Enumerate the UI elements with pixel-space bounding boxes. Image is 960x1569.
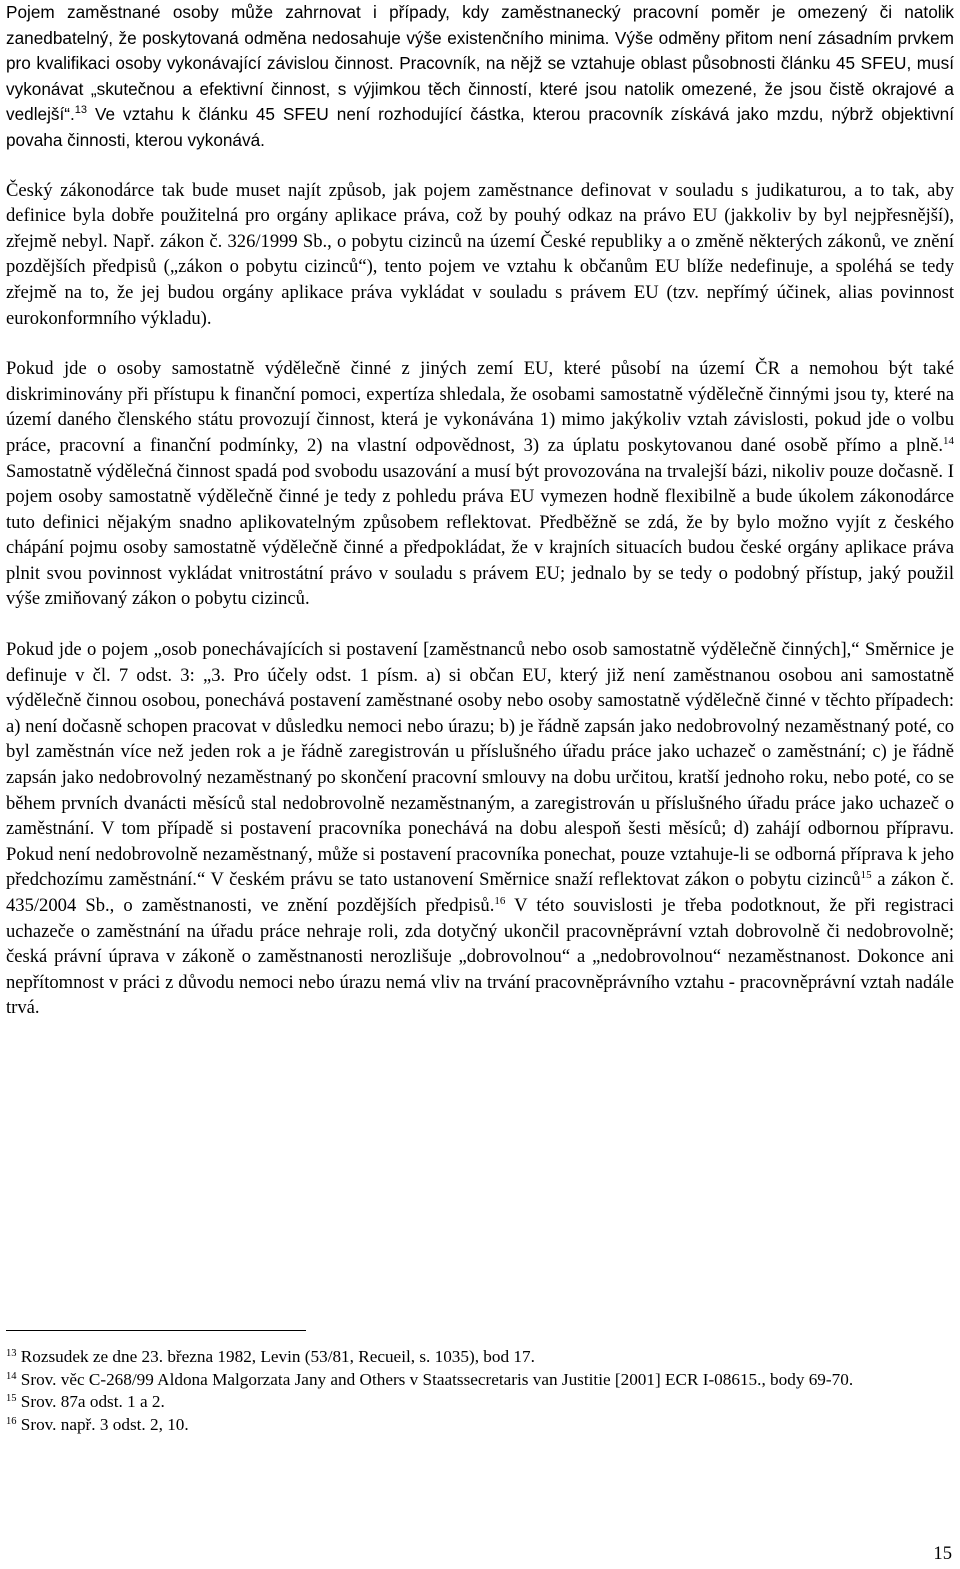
footnote-number: 13	[6, 1348, 17, 1359]
footnote-13	[6, 1346, 954, 1369]
footnote-number: 15	[6, 1393, 17, 1404]
paragraph-4-text-b: a zákon č. 435/2004 Sb., o zaměstnanosti, ve znění pozdějších předpisů.	[6, 869, 955, 916]
footnote-15	[6, 1391, 954, 1414]
footnote-ref-15[interactable]: 15	[860, 869, 872, 882]
document-body	[6, 0, 954, 1021]
footnote-text: Rozsudek ze dne 23. března 1982, Levin (53/81, Recueil, s. 1035), bod 17.	[20, 1347, 535, 1366]
footnote-text: Srov. věc C-268/99 Aldona Malgorzata Jany and Others v Staatssecretaris van Justitie [2001] ECR I-08615., body 69-70.	[20, 1369, 854, 1389]
paragraph-4	[6, 637, 954, 1021]
paragraph-4-text-a: Pokud jde o pojem „osob ponechávajících si postavení [zaměstnanců nebo osob samostatně výdělečně činných],“ Směrnice je definuje v čl. 7 odst. 3: „3. Pro účely odst. 1 písm. a) si občan EU, který již není zaměstnanou osobou ani samostatně výdělečně činnou osobou, ponechává postavení zaměstnané osoby nebo osoby samostatně výdělečně činné v těchto případech: a) není dočasně schopen pracovat v důsledku nemoci nebo úrazu; b) je řádně zapsán jako nedobrovolný nezaměstnaný poté, co byl zaměstnán více než jeden rok a je řádně zaregistrován u příslušného úřadu práce jako uchazeč o zaměstnání; c) je řádně zapsán jako nedobrovolný nezaměstnaný po skončení pracovní smlouvy na dobu určitou, kratší jednoho roku, nebo poté, co se během prvních dvanácti měsíců stal nedobrovolně nezaměstnaným, a zaregistrován u příslušného úřadu práce jako uchazeč o zaměstnání. V tom případě si postavení pracovníka ponechává na dobu alespoň šesti měsíců; d) zahájí odbornou přípravu. Pokud není nedobrovolně nezaměstnaný, může si postavení pracovníka ponechat, pouze vztahuje-li se odborná příprava k jeho předchozímu zaměstnání.“ V českém právu se tato ustanovení Směrnice snaží reflektovat zákon o pobytu cizinců	[6, 639, 954, 891]
paragraph-1	[6, 0, 954, 154]
paragraph-4-text-c: V této souvislosti je třeba podotknout, že při registraci uchazeče o zaměstnání na úřadu práce nehraje roli, zda dotyčný ukončil pracovněprávní vztah dobrovolně či nedobrovolně; česká právní úprava v zákoně o zaměstnanosti nerozlišuje „dobrovolnou“ a „nedobrovolnou“ nezaměstnanost. Dokonce ani nepřítomnost v práci z důvodu nemoci nebo úrazu nemá vliv na trvání pracovněprávního vztahu - pracovněprávní vztah nadále trvá.	[6, 895, 954, 1019]
footnote-14	[6, 1369, 954, 1392]
paragraph-1-text-a: Pojem zaměstnané osoby může zahrnovat i případy, kdy zaměstnanecký pracovní poměr je omezený či natolik zanedbatelný, že poskytovaná odměna nedosahuje výše existenčního minima. Výše odměny přitom není zásadním prvkem pro kvalifikaci osoby vykonávající závislou činnost. Pracovník, na nějž se vztahuje oblast působnosti článku 45 SFEU, musí vykonávat „skutečnou a efektivní činnost, s výjimkou těch činností, které jsou natolik omezené, že jsou čistě okrajové a vedlejší“.	[6, 2, 954, 125]
paragraph-2	[6, 178, 954, 332]
paragraph-1-text-b: Ve vztahu k článku 45 SFEU není rozhodující částka, kterou pracovník získává jako mzdu, nýbrž objektivní povaha činnosti, kterou vykonává.	[6, 104, 954, 150]
paragraph-3-text-b: Samostatně výdělečná činnost spadá pod svobodu usazování a musí být provozována na trvalejší bázi, nikoliv pouze dočasně. I pojem osoby samostatně výdělečně činné je tedy z pohledu práva EU vymezen hodně flexibilně a bude úkolem zákonodárce tuto definici nějakým snadno aplikovatelným způsobem reflektovat. Předběžně se zdá, že by bylo možno vyjít z českého chápání pojmu osoby samostatně výdělečně činné a předpokládat, že v krajních situacích budou české orgány aplikace práva plnit svou povinnost vykládat vnitrostátní právo v souladu s právem EU; jednalo by se tedy o podobný přístup, jaký použil výše zmiňovaný zákon o pobytu cizinců.	[6, 460, 954, 610]
footnote-ref-16[interactable]: 16	[494, 895, 506, 907]
footnote-number: 14	[6, 1370, 17, 1382]
footnote-number: 16	[6, 1415, 17, 1427]
footnote-separator	[6, 1330, 306, 1331]
paragraph-3-text-a: Pokud jde o osoby samostatně výdělečně činné z jiných zemí EU, které působí na území ČR a nemohou být také diskriminovány při přístupu k finanční pomoci, expertíza shledala, že osobami samostatně výdělečně činnými jsou ty, které na území daného členského státu provozují činnost, která je vykonávána 1) mimo jakýkoliv vztah závislosti, pokud jde o volbu práce, pracovní a finanční podmínky, 2) na vlastní odpovědnost, 3) za úplatu poskytovanou dané osobě přímo a plně.	[6, 358, 954, 456]
paragraph-2-text: Český zákonodárce tak bude muset najít způsob, jak pojem zaměstnance definovat v souladu s judikaturou, a to tak, aby definice byla dobře použitelná pro orgány aplikace práva, což by pouhý odkaz na právo EU (jakkoliv by byl nejpřesnější), zřejmě nebyl. Např. zákon č. 326/1999 Sb., o pobytu cizinců na území České republiky a o změně některých zákonů, ve znění pozdějších předpisů („zákon o pobytu cizinců“), tento pojem ve vztahu k občanům EU blíže nedefinuje, a spoléhá se tedy zřejmě na to, že jej budou orgány aplikace práva vykládat v souladu s právem EU (tzv. nepřímý účinek, alias povinnost eurokonformního výkladu).	[6, 179, 954, 329]
footnote-ref-13[interactable]: 13	[74, 104, 88, 117]
page-number: 15	[933, 1543, 952, 1564]
footnote-text: Srov. 87a odst. 1 a 2.	[20, 1392, 165, 1411]
footnotes	[6, 1346, 954, 1436]
footnote-ref-14[interactable]: 14	[943, 434, 954, 447]
footnote-text: Srov. např. 3 odst. 2, 10.	[20, 1414, 189, 1434]
paragraph-3	[6, 356, 954, 612]
footnote-16	[6, 1414, 954, 1437]
